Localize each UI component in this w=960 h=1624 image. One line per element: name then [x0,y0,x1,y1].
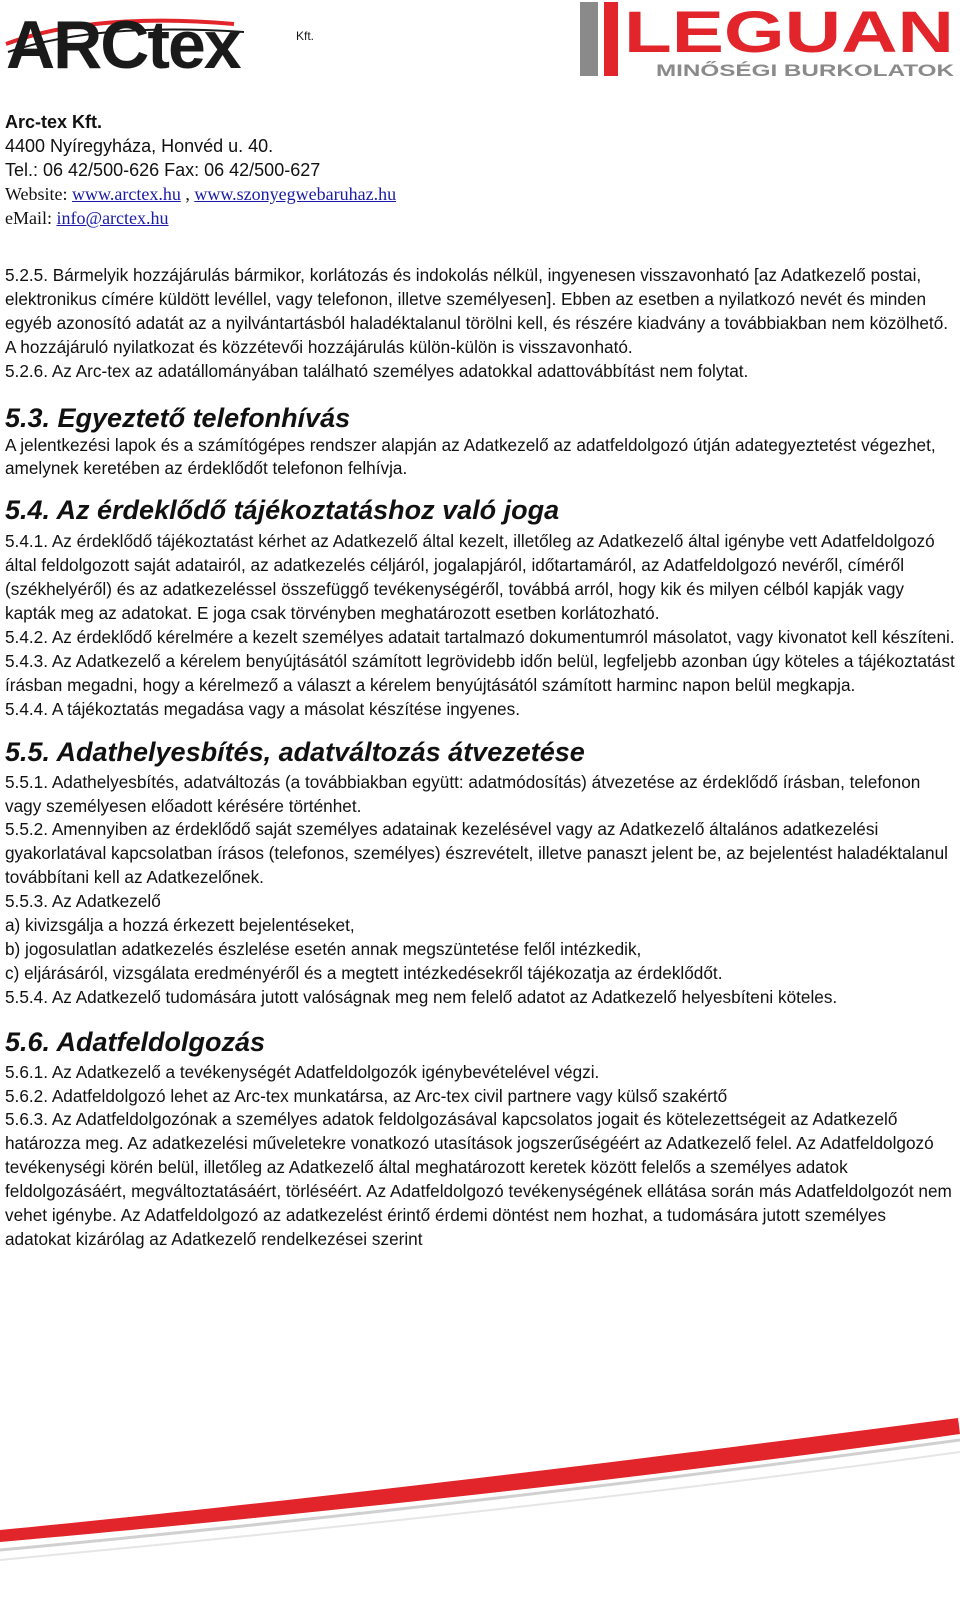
arctex-logo-text: ARCtex [6,7,240,83]
email-line [5,206,905,230]
paragraph-5-4-3: 5.4.3. Az Adatkezelő a kérelem benyújtásától számított legrövidebb időn belül, legfeljebb azonban úgy köteles a tájékoztatást írásban megadni, hogy a kérelmező a választ a kérelem benyújtásától számított harminc napon belül megkapja. [5,650,955,695]
page-header [0,0,960,110]
paragraph-5-2-5: 5.2.5. Bármelyik hozzájárulás bármikor, korlátozás és indokolás nélkül, ingyenesen visszavonható [az Adatkezelő postai, elektronikus címére küldött levéllel, vagy telefonon, illetve személyesen]. Ebben az esetben a nyilatkozó nevét és minden egyéb azonosító adatát az a nyilvántartásból haladéktalanul törölni kell, és részére kiadvány a továbbiakban nem közölhető. A hozzájáruló nyilatkozat és közzétevői hozzájárulás külön-külön is visszavonható. [5,265,949,357]
website-separator: , [180,184,195,204]
company-name: Arc-tex Kft. [5,112,103,132]
leguan-logo-text: LEGUAN [624,2,954,65]
document-body [5,264,955,1252]
email-label: eMail: [5,208,57,228]
heading-5-5: 5.5. Adathelyesbítés, adatváltozás átvezetése [5,736,585,767]
footer-swoosh-decoration [0,1410,960,1624]
paragraph-5-5-4: 5.5.4. Az Adatkezelő tudomására jutott valóságnak meg nem felelő adatot az Adatkezelő helyesbíteni köteles. [5,986,838,1007]
list-item-5-5-3-b: b) jogosulatlan adatkezelés észlelése esetén annak megszüntetése felől intézkedik, [5,938,642,959]
website-label: Website: [5,184,73,204]
website-link-szonyegwebaruhaz[interactable]: www.szonyegwebaruhaz.hu [194,184,397,204]
phone-fax: Tel.: 06 42/500-626 Fax: 06 42/500-627 [5,160,321,180]
heading-5-3: 5.3. Egyeztető telefonhívás [5,402,351,433]
paragraph-5-2-6: 5.2.6. Az Arc-tex az adatállományában található személyes adatokkal adattovábbítást nem folytat. [5,360,749,381]
paragraph-5-6-3: 5.6.3. Az Adatfeldolgozónak a személyes adatok feldolgozásával kapcsolatos jogait és kötelezettségeit az Adatkezelő határozza meg. Az adatkezelési műveletekre vonatkozó utasítások jogszerűségéért az Adatkezelő felel. Az Adatfeldolgozó tevékenységi körén belül, illetőleg az Adatkezelő által meghatározott keretek között felelős a személyes adatok feldolgozásáért, megváltoztatásáért, törléséért. Az Adatfeldolgozó tevékenységének ellátása során más Adatfeldolgozót nem vehet igénybe. Az Adatfeldolgozó az adatkezelést érintő érdemi döntést nem hozhat, a tudomására jutott személyes adatokat kizárólag az Adatkezelő rendelkezései szerint [5,1109,952,1249]
arctex-logo-suffix: Kft. [296,29,315,43]
paragraph-5-4-1: 5.4.1. Az érdeklődő tájékoztatást kérhet az Adatkezelő által kezelt, illetőleg az Adatkezelő által igénybe vett Adatfeldolgozó által feldolgozott saját adatairól, az adatkezelés céljáról, jogalapjáról, időtartamáról, az Adatfeldolgozó nevéről, címéről (székhelyéről) és az adatkezeléssel összefüggő tevékenységéről, továbbá arról, hogy kik és milyen célból kapják vagy kapták meg az adatokat. E joga csak törvényben meghatározott esetben korlátozható. [5,531,935,624]
paragraph-5-6-2: 5.6.2. Adatfeldolgozó lehet az Arc-tex munkatársa, az Arc-tex civil partnere vagy külső szakértő [5,1085,728,1106]
heading-5-6: 5.6. Adatfeldolgozás [5,1026,266,1057]
arctex-logo [4,4,334,84]
contact-block [5,110,905,230]
leguan-logo [580,2,958,80]
email-link[interactable]: info@arctex.hu [56,208,169,228]
paragraph-5-5-3: 5.5.3. Az Adatkezelő [5,891,161,912]
list-item-5-5-3-a: a) kivizsgálja a hozzá érkezett bejelentéseket, [5,915,355,936]
paragraph-5-3: A jelentkezési lapok és a számítógépes rendszer alapján az Adatkezelő az adatfeldolgozó útján adategyeztetést végezhet, amelynek keretében az érdeklődőt telefonon felhívja. [5,434,936,479]
paragraph-5-6-1: 5.6.1. Az Adatkezelő a tevékenységét Adatfeldolgozók igénybevételével végzi. [5,1061,600,1082]
paragraph-5-4-4: 5.4.4. A tájékoztatás megadása vagy a másolat készítése ingyenes. [5,698,520,719]
list-item-5-5-3-c: c) eljárásáról, vizsgálata eredményéről és a megtett intézkedésekről tájékozatja az érdeklődőt. [5,962,723,983]
leguan-tagline: MINŐSÉGI BURKOLATOK [656,61,956,80]
address: 4400 Nyíregyháza, Honvéd u. 40. [5,136,274,156]
paragraph-5-4-2: 5.4.2. Az érdeklődő kérelmére a kezelt személyes adatait tartalmazó dokumentumról másolatot, vagy kivonatot kell készíteni. [5,626,955,647]
paragraph-5-5-2: 5.5.2. Amennyiben az érdeklődő saját személyes adatainak kezelésével vagy az Adatkezelő általános adatkezelési gyakorlatával kapcsolatban írásos (telefonos, személyes) észrevételt, illetve panaszt jelent be, az bejelentést haladéktalanul továbbítani kell az Adatkezelőnek. [5,819,948,888]
website-line [5,182,905,206]
paragraph-5-5-1: 5.5.1. Adathelyesbítés, adatváltozás (a továbbiakban együtt: adatmódosítás) átvezetése az érdeklődő írásban, telefonon vagy személyesen előadott kérésére történhet. [5,771,921,816]
heading-5-4: 5.4. Az érdeklődő tájékoztatáshoz való joga [5,495,560,526]
website-link-arctex[interactable]: www.arctex.hu [72,184,181,204]
